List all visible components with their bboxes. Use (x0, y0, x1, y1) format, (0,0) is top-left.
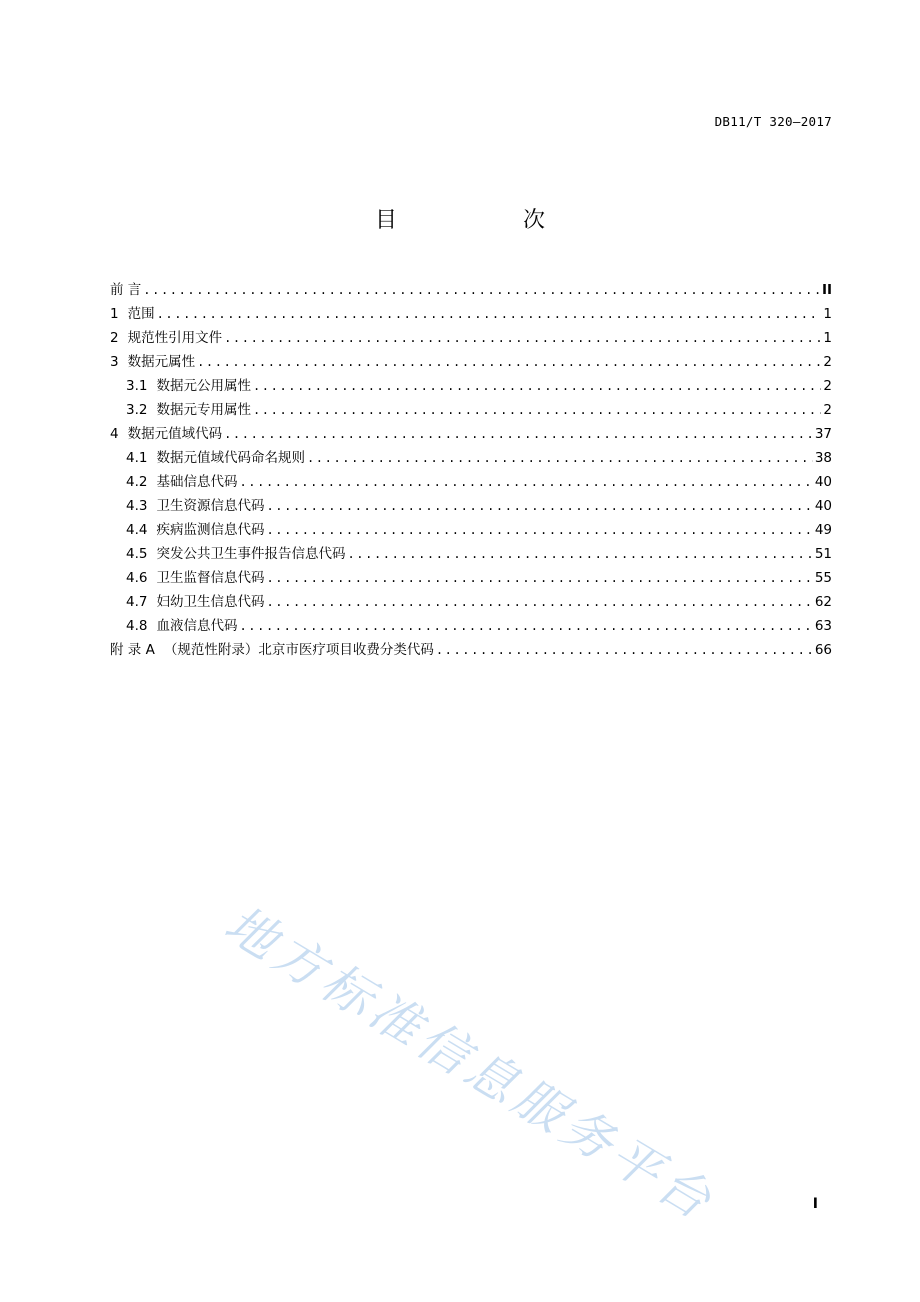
toc-entry-page: 66 (814, 642, 832, 658)
toc-entry-title: 数据元专用属性 (156, 402, 251, 418)
toc-leader-dots (266, 566, 812, 590)
toc-entry-page: 1 (823, 306, 832, 322)
toc-leader-dots (436, 638, 813, 662)
toc-entry[interactable] (110, 326, 832, 350)
toc-entry-page: 49 (814, 522, 832, 538)
toc-leader-dots (253, 374, 821, 398)
toc-entry-number: 4.4 (126, 522, 148, 538)
toc-entry[interactable] (110, 302, 832, 326)
toc-entry[interactable] (110, 542, 832, 566)
toc-leader-dots (266, 494, 812, 518)
toc-entry-title: 卫生资源信息代码 (156, 498, 265, 514)
toc-entry-number: 附 录 A (110, 642, 155, 658)
toc-entry-title: 数据元值域代码 (127, 426, 223, 442)
page-number: I (812, 1196, 818, 1212)
toc-entry-page: 1 (823, 330, 832, 346)
toc-entry-title: 规范性引用文件 (127, 330, 223, 346)
toc-entry-page: 40 (814, 498, 832, 514)
toc-entry-page: 40 (814, 474, 832, 490)
toc-entry-number: 3.2 (126, 402, 148, 418)
toc-entry-page: 55 (814, 570, 832, 586)
toc-entry-title: 妇幼卫生信息代码 (156, 594, 265, 610)
toc-entry-title: 血液信息代码 (156, 618, 238, 634)
toc-entry-number: 2 (110, 330, 119, 346)
toc-entry-page: 2 (823, 354, 832, 370)
toc-entry[interactable] (110, 518, 832, 542)
toc-entry-page: 2 (823, 378, 832, 394)
toc-leader-dots (239, 614, 812, 638)
toc-entry[interactable] (110, 614, 832, 638)
toc-entry[interactable] (110, 590, 832, 614)
toc-entry-number: 4.5 (126, 546, 148, 562)
toc-entry[interactable] (110, 638, 832, 662)
toc-entry-page: 51 (814, 546, 832, 562)
toc-entry-title: 范围 (127, 306, 155, 322)
toc-entry-title: 前 言 (110, 282, 142, 298)
toc-entry-title: 数据元值域代码命名规则 (156, 450, 305, 466)
toc-entry-page: 63 (814, 618, 832, 634)
toc-entry[interactable] (110, 278, 832, 302)
standard-code: DB11/T 320—2017 (714, 114, 832, 129)
toc-leader-dots (347, 542, 812, 566)
toc-leader-dots (143, 278, 820, 302)
table-of-contents (110, 278, 832, 662)
toc-leader-dots (239, 470, 812, 494)
toc-entry-number: 3.1 (126, 378, 148, 394)
toc-entry-number: 4.2 (126, 474, 148, 490)
toc-title: 目 次 (374, 208, 597, 233)
toc-entry-title: 数据元属性 (127, 354, 196, 370)
toc-leader-dots (224, 422, 813, 446)
toc-entry[interactable] (110, 494, 832, 518)
toc-entry-title: 疾病监测信息代码 (156, 522, 265, 538)
toc-entry-title: 数据元公用属性 (156, 378, 251, 394)
toc-entry-page: 37 (814, 426, 832, 442)
toc-entry-number: 4.7 (126, 594, 148, 610)
toc-leader-dots (224, 326, 821, 350)
toc-entry-title: 突发公共卫生事件报告信息代码 (156, 546, 346, 562)
toc-entry-number: 1 (110, 306, 119, 322)
toc-entry-number: 4 (110, 426, 119, 442)
toc-entry-page: II (821, 282, 832, 298)
toc-entry-title: 卫生监督信息代码 (156, 570, 265, 586)
toc-entry-page: 2 (823, 402, 832, 418)
toc-leader-dots (197, 350, 821, 374)
toc-entry-number: 4.1 (126, 450, 148, 466)
toc-leader-dots (253, 398, 821, 422)
toc-entry[interactable] (110, 374, 832, 398)
toc-entry-page: 62 (814, 594, 832, 610)
toc-entry[interactable] (110, 398, 832, 422)
toc-entry-title: （规范性附录）北京市医疗项目收费分类代码 (163, 642, 434, 658)
toc-entry[interactable] (110, 566, 832, 590)
toc-entry-page: 38 (814, 450, 832, 466)
toc-entry-number: 3 (110, 354, 119, 370)
toc-leader-dots (307, 446, 813, 470)
toc-entry[interactable] (110, 470, 832, 494)
toc-entry[interactable] (110, 446, 832, 470)
toc-entry-title: 基础信息代码 (156, 474, 238, 490)
toc-entry-number: 4.6 (126, 570, 148, 586)
toc-leader-dots (266, 590, 812, 614)
toc-entry-number: 4.8 (126, 618, 148, 634)
watermark: 地方标准信息服务平台 (215, 894, 725, 1233)
toc-entry-number: 4.3 (126, 498, 148, 514)
toc-entry[interactable] (110, 422, 832, 446)
toc-entry[interactable] (110, 350, 832, 374)
toc-leader-dots (157, 302, 822, 326)
toc-leader-dots (266, 518, 812, 542)
